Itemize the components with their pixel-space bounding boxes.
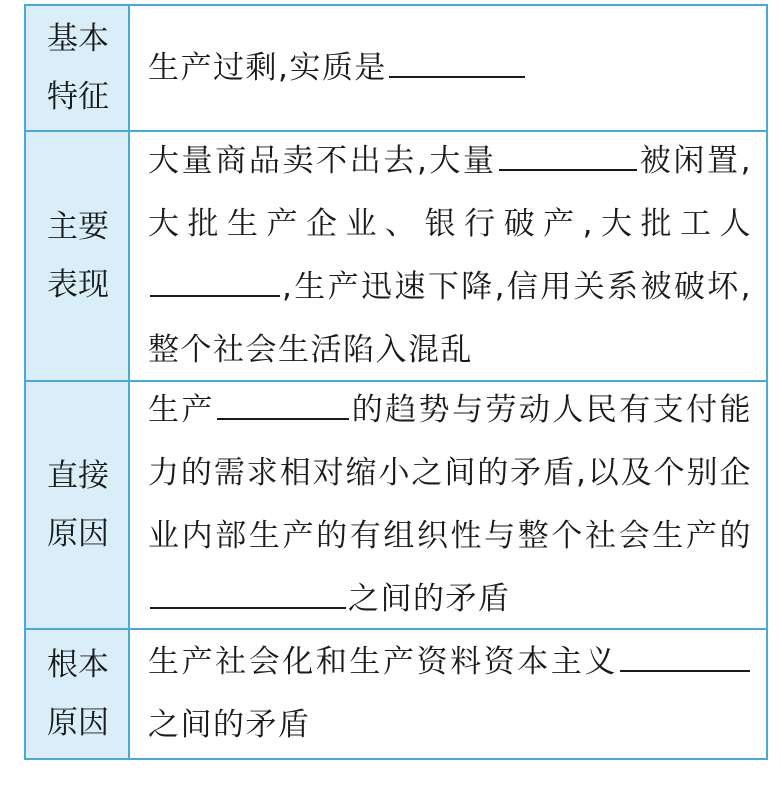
row-header-line-1: 基本 — [47, 21, 109, 57]
content-text: 生产社会化和生产资料资本主义 — [148, 644, 618, 680]
row-header-line-1: 根本 — [47, 647, 109, 683]
row-header — [26, 382, 130, 628]
content-text: 生产过剩,实质是 — [148, 49, 387, 86]
row-header-line-2: 特征 — [47, 79, 109, 115]
row-content — [130, 6, 766, 130]
row-content — [130, 630, 766, 758]
row-header-line-1: 直接 — [47, 458, 109, 494]
row-content — [130, 132, 766, 380]
row-header-line-2: 表现 — [47, 267, 109, 303]
row-header-line-1: 主要 — [47, 209, 109, 245]
content-text: 大量商品卖不出去,大量 — [148, 143, 497, 179]
content-text: 生产 — [148, 392, 215, 428]
table-row-direct-cause — [26, 380, 766, 628]
row-header-line-2: 原因 — [47, 705, 109, 741]
fill-blank[interactable] — [150, 269, 280, 297]
row-header — [26, 132, 130, 380]
fill-blank[interactable] — [389, 50, 525, 78]
content-text: 被闲置,大批生产企业、银行破产,大批工人 — [148, 143, 753, 242]
content-text: 之间的矛盾 — [348, 581, 511, 617]
table-row-root-cause — [26, 628, 766, 758]
fill-blank[interactable] — [150, 581, 346, 609]
table-row-basic-feature — [26, 6, 766, 130]
table-row-main-manifestation — [26, 130, 766, 380]
content-text: 的趋势与劳动人民有支付能力的需求相对缩小之间的矛盾,以及个别企业内部生产的有组织性与整个社会生产的 — [148, 392, 753, 554]
fill-blank[interactable] — [499, 143, 637, 171]
row-header-line-2: 原因 — [47, 516, 109, 552]
content-text: ,生产迅速下降,信用关系被破坏,整个社会生活陷入混乱 — [148, 269, 752, 368]
content-text: 之间的矛盾 — [148, 707, 311, 743]
fill-blank[interactable] — [620, 644, 750, 672]
row-content — [130, 382, 766, 628]
row-header — [26, 630, 130, 758]
fill-blank[interactable] — [217, 392, 349, 420]
crisis-table — [24, 4, 768, 760]
row-header — [26, 6, 130, 130]
